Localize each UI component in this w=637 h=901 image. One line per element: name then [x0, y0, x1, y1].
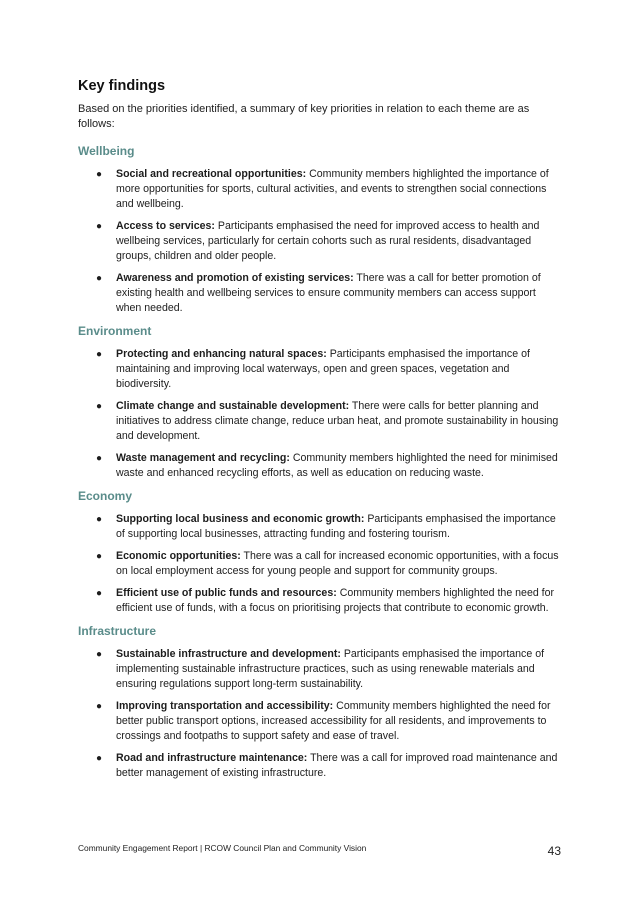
list-item [78, 512, 564, 542]
section-infrastructure [78, 624, 564, 781]
bullet-icon: ● [96, 588, 103, 599]
item-text: Community members highlighted the need for better public transport options, increased accessibility for all residents, and improvements to crossings and footpaths to support safety and ease of travel. [116, 700, 551, 742]
item-lead: Efficient use of public funds and resources: [116, 587, 337, 599]
bullet-icon: ● [96, 401, 103, 412]
item-text: Participants emphasised the importance of implementing sustainable infrastructure practices, such as using renewable materials and ensuring regulations support long-term sustainability. [116, 648, 545, 690]
list-item [78, 347, 564, 392]
section-economy [78, 489, 564, 616]
list-item [78, 586, 564, 616]
section-heading: Infrastructure [78, 624, 157, 638]
bullet-list [78, 167, 564, 316]
list-item [78, 549, 564, 579]
section-heading: Environment [78, 324, 152, 338]
item-lead: Social and recreational opportunities: [116, 168, 307, 180]
item-text: Participants emphasised the importance of maintaining and improving local waterways, open and green spaces, vegetation and biodiversity. [116, 348, 530, 390]
list-item [78, 271, 564, 316]
list-item [78, 647, 564, 692]
item-lead: Access to services: [116, 220, 215, 232]
list-item [78, 167, 564, 212]
item-lead: Improving transportation and accessibility: [116, 700, 334, 712]
list-item [78, 699, 564, 744]
bullet-icon: ● [96, 221, 103, 232]
bullet-icon: ● [96, 649, 103, 660]
item-lead: Waste management and recycling: [116, 452, 290, 464]
item-text: Participants emphasised the need for improved access to health and wellbeing services, particularly for certain cohorts such as rural residents, disadvantaged groups, children and older people. [116, 220, 540, 262]
item-lead: Protecting and enhancing natural spaces: [116, 348, 327, 360]
section-environment [78, 324, 564, 481]
item-text: Community members highlighted the need for efficient use of funds, with a focus on prioritising projects that contribute to economic growth. [116, 587, 555, 614]
item-lead: Supporting local business and economic growth: [116, 513, 365, 525]
list-item [78, 451, 564, 481]
bullet-list [78, 347, 564, 481]
item-lead: Road and infrastructure maintenance: [116, 752, 308, 764]
item-text: There were calls for better planning and initiatives to address climate change, reduce urban heat, and promote sustainability in housing and development. [116, 400, 559, 442]
section-heading: Economy [78, 489, 133, 503]
bullet-list [78, 512, 564, 616]
list-item [78, 751, 564, 781]
list-item [78, 399, 564, 444]
bullet-icon: ● [96, 169, 103, 180]
section-heading: Wellbeing [78, 144, 135, 158]
item-text: Participants emphasised the importance of supporting local businesses, attracting funding and fostering tourism. [116, 513, 556, 540]
page-footer: Community Engagement Report | RCOW Council Plan and Community Vision [78, 843, 367, 853]
bullet-icon: ● [96, 453, 103, 464]
item-text: There was a call for improved road maintenance and better management of existing infrastructure. [116, 752, 558, 779]
bullet-list [78, 647, 564, 781]
bullet-icon: ● [96, 514, 103, 525]
bullet-icon: ● [96, 273, 103, 284]
item-text: There was a call for increased economic opportunities, with a focus on local employment access for young people and support for community groups. [116, 550, 559, 577]
bullet-icon: ● [96, 701, 103, 712]
section-wellbeing [78, 144, 564, 316]
intro-paragraph: Based on the priorities identified, a summary of key priorities in relation to each theme are as follows: [78, 103, 530, 130]
document-page [78, 78, 564, 789]
item-text: Community members highlighted the need for minimised waste and enhanced recycling efforts, as well as education on reducing waste. [116, 452, 558, 479]
item-text: Community members highlighted the importance of more opportunities for sports, cultural activities, and events to strengthen social connections and wellbeing. [116, 168, 549, 210]
item-lead: Economic opportunities: [116, 550, 241, 562]
bullet-icon: ● [96, 551, 103, 562]
item-lead: Climate change and sustainable development: [116, 400, 350, 412]
bullet-icon: ● [96, 753, 103, 764]
page-title: Key findings [78, 78, 166, 94]
list-item [78, 219, 564, 264]
item-lead: Sustainable infrastructure and development: [116, 648, 341, 660]
item-lead: Awareness and promotion of existing services: [116, 272, 354, 284]
item-text: There was a call for better promotion of existing health and wellbeing services to ensure community members can access support when needed. [116, 272, 541, 314]
bullet-icon: ● [96, 349, 103, 360]
page-number: 43 [547, 844, 561, 858]
